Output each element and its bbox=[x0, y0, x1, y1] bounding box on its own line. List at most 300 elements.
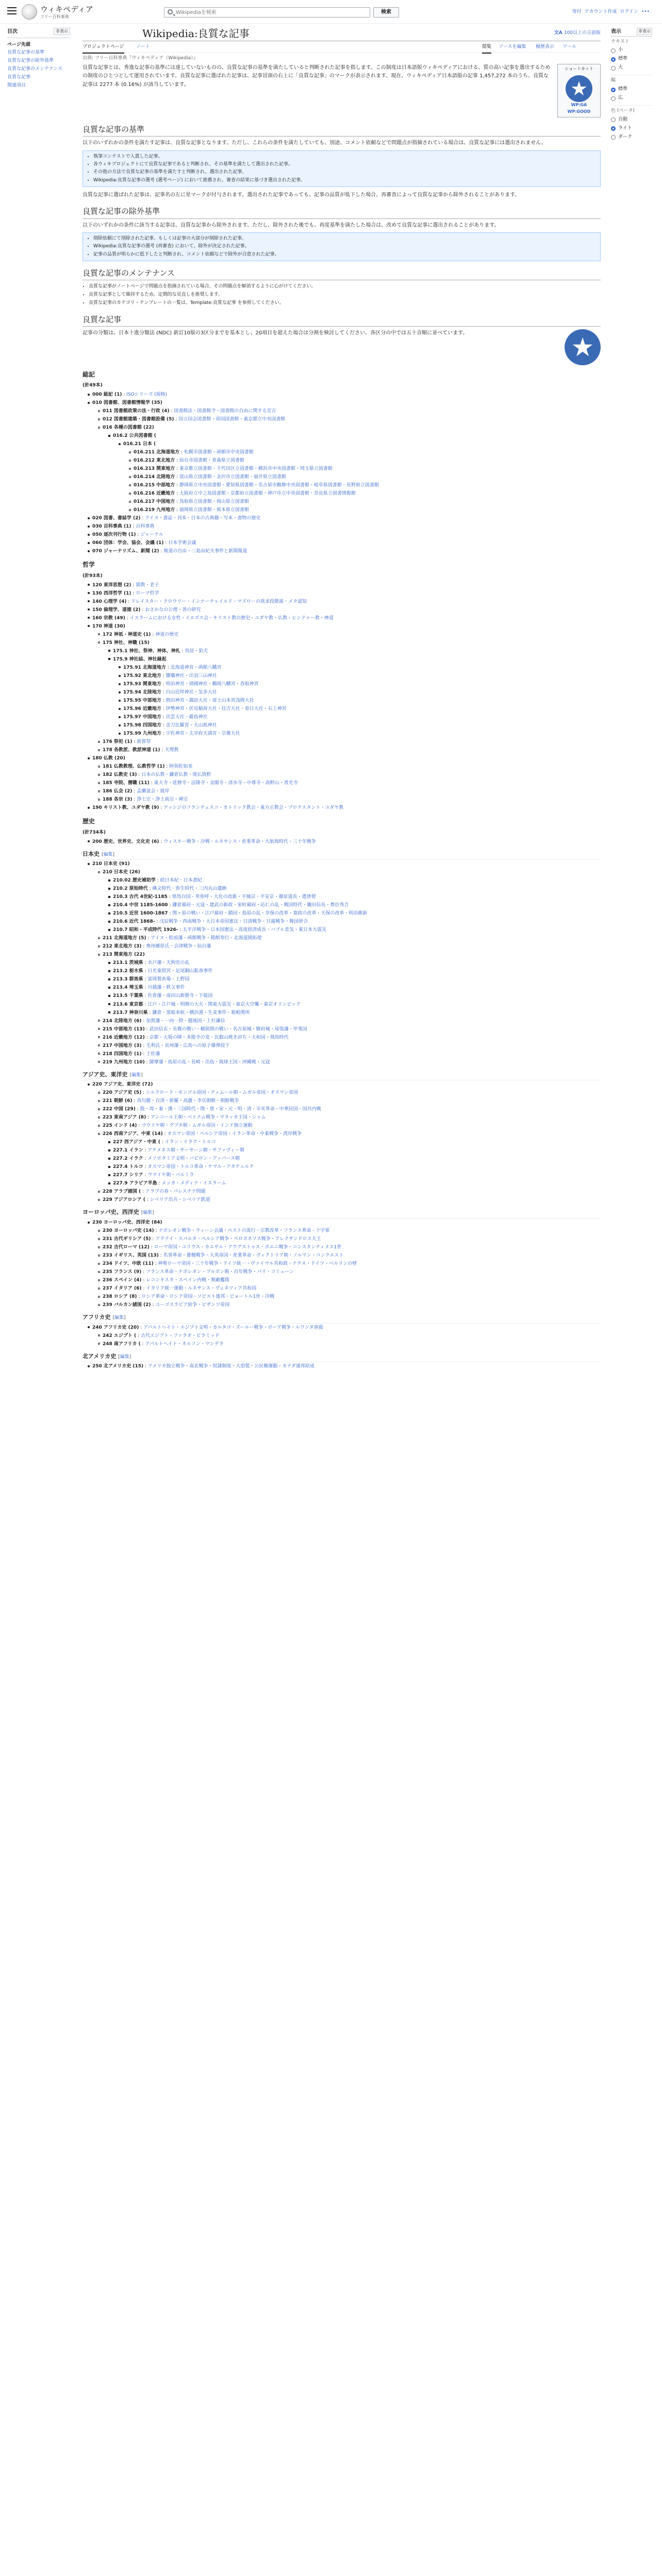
outline-articles[interactable]: 新嘗祭 bbox=[137, 739, 151, 745]
outline-code: 227.1 イラン bbox=[113, 1148, 143, 1154]
personal-tools bbox=[569, 9, 650, 16]
site-sub: 出典: フリー百科事典『ウィキペディア（Wikipedia）』 bbox=[82, 56, 198, 61]
outline-articles[interactable]: 邪馬台国・卑弥呼・大化の改新・平城京・平安京・藤原道長・遣唐使 bbox=[172, 894, 316, 900]
outline-row: 050 逐次刊行物 (1) : ジャーナル bbox=[82, 531, 598, 539]
category-count: (計734本) bbox=[82, 829, 106, 835]
outline-articles[interactable]: ユーゴスラビア紛争・ビザンツ帝国 bbox=[155, 1302, 230, 1308]
bullet-icon bbox=[88, 402, 90, 404]
outline-code: 217 中国地方 (3) bbox=[103, 1043, 142, 1048]
appearance-hide-button[interactable]: 非表示 bbox=[637, 28, 652, 35]
outline-articles[interactable]: アラブの春・パレスチナ問題 bbox=[145, 1189, 206, 1195]
outline-code: 242 エジプト ( bbox=[103, 1333, 137, 1338]
outline-articles[interactable]: 縄文時代・弥生時代・三内丸山遺跡 bbox=[152, 886, 227, 892]
outline-row: 213.7 神奈川県 : 鎌倉・黒船来航・横浜港・生麦事件・箱根関所 bbox=[82, 1009, 598, 1017]
outline-row: 235 フランス (9) : フランス革命・ナポレオン・ブルボン朝・百年戦争・パリ・コミューン bbox=[82, 1268, 598, 1276]
outline-articles[interactable]: ロシア革命・ロシア帝国・ソビエト連邦・ピョートル1世・冷戦 bbox=[141, 1294, 275, 1300]
outline-articles[interactable]: 国立国会図書館・帝国図書館・東京都立中央図書館 bbox=[178, 417, 286, 422]
outline-articles[interactable]: 日本学術会議 bbox=[168, 540, 196, 546]
edit-link[interactable]: [ 編集 ] bbox=[118, 1354, 131, 1360]
color-option-1[interactable] bbox=[611, 125, 652, 132]
outline-code: 010 図書館、図書館情報学 (35) bbox=[92, 400, 162, 406]
section-maintenance: 良質な記事のメンテナンス bbox=[82, 267, 601, 280]
subsection-heading bbox=[82, 849, 601, 860]
subsection-heading bbox=[82, 1207, 601, 1218]
outline-articles[interactable]: オスマン帝国・ペルシア帝国・イラン革命・中東戦争・湾岸戦争 bbox=[167, 1131, 302, 1137]
bullet-icon bbox=[88, 863, 90, 865]
language-button[interactable]: 文A 100以上の言語版 bbox=[554, 30, 601, 37]
text-size-option-1[interactable] bbox=[611, 56, 652, 63]
outline-articles[interactable]: 続日本紀・日本書紀 bbox=[160, 878, 202, 884]
outline-articles[interactable]: ローマ哲学 bbox=[136, 590, 159, 596]
bullet-icon bbox=[88, 600, 90, 602]
width-option-0[interactable] bbox=[611, 86, 652, 93]
outline-row: 175.94 北陸地方 : 白山比咩神社・気多大社 bbox=[82, 688, 598, 697]
page-tabs bbox=[82, 41, 601, 53]
bullet-icon bbox=[98, 427, 100, 429]
outline-code: 213.7 神奈川県 bbox=[113, 1010, 148, 1015]
search-input[interactable] bbox=[176, 9, 367, 16]
outline-articles[interactable]: 東京都立図書館・千代田区立図書館・横浜市中央図書館・埼玉県立図書館 bbox=[179, 466, 333, 472]
bullet-icon bbox=[108, 1158, 110, 1160]
outline-code: 231 古代ギリシア (5) bbox=[103, 1236, 151, 1242]
text-size-radio-1[interactable] bbox=[611, 57, 616, 62]
outline-articles[interactable]: 札幌市図書館・函館市中央図書館 bbox=[184, 450, 254, 455]
outline-code: 175.94 北陸地方 bbox=[123, 690, 161, 696]
outline-code: 210.4 中世 1185-1600 bbox=[113, 903, 168, 908]
outline-articles[interactable]: 太平洋戦争・日本国憲法・高度経済成長・バブル景気・東日本大震災 bbox=[183, 927, 326, 933]
outline-code: 170 神道 (30) bbox=[92, 623, 125, 629]
outline-articles[interactable]: 富岡製糸場・上野国 bbox=[147, 977, 190, 982]
outline-row: 227.2 イラク : メソポタミア文明・バビロン・アッバース朝 bbox=[82, 1155, 598, 1163]
bullet-icon bbox=[88, 625, 90, 627]
outline-articles[interactable]: アッシジのフランチェスコ・カトリック教会・東方正教会・プロテスタント・ユダヤ教 bbox=[163, 805, 344, 811]
outline-articles[interactable]: 阿弥陀如来 bbox=[169, 764, 193, 770]
toc-item-5[interactable]: 関連項目 bbox=[7, 83, 26, 89]
width-radio-1[interactable] bbox=[611, 96, 616, 101]
text-size-option-0[interactable] bbox=[611, 47, 652, 54]
outline-row: 030 百科事典 (1) : 百科事典 bbox=[82, 522, 598, 531]
outline-code: 226 西南アジア、中東 (14) bbox=[103, 1131, 163, 1137]
outline-articles[interactable]: アイヌ・書誌・刊本・日本の古典籍・写本・書物の歴史 bbox=[145, 516, 261, 521]
outline-articles[interactable]: 戊辰戦争・西南戦争・大日本帝国憲法・日清戦争・日露戦争・韓国併合 bbox=[159, 919, 308, 925]
outline-code: 016.211 北海道地方 bbox=[134, 450, 180, 455]
toc-item-1[interactable]: 良質な記事の基準 bbox=[7, 50, 45, 56]
outline-code: 210.02 歴史補助学 bbox=[113, 878, 156, 884]
bullet-icon bbox=[98, 418, 100, 420]
outline-articles[interactable]: 伊勢神宮・伏見稲荷大社・住吉大社・春日大社・石上神宮 bbox=[166, 706, 287, 712]
view-tab-2[interactable]: 履歴表示 bbox=[536, 44, 555, 49]
outline-articles[interactable]: 薩摩藩・島原の乱・長崎・出島・琉球王国・沖縄戦・元寇 bbox=[149, 1059, 270, 1065]
top-link-1[interactable]: アカウント作成 bbox=[584, 9, 617, 14]
bullet-icon bbox=[108, 1149, 110, 1151]
bullet-icon bbox=[88, 517, 90, 519]
outline-code: 016.2 公共図書館 ( bbox=[113, 433, 156, 439]
outline-articles[interactable]: 名誉革命・薔薇戦争・大英帝国・産業革命・ヴィクトリア朝・ノルマン・コンクエスト bbox=[163, 1253, 344, 1259]
bullet-icon bbox=[88, 617, 90, 619]
outline-code: 225 インド (4) bbox=[103, 1123, 137, 1129]
outline-code: 210.5 近世 1600-1867 bbox=[113, 911, 168, 917]
category-heading: 哲学 bbox=[82, 561, 95, 569]
color-radio-2[interactable] bbox=[611, 135, 616, 140]
bullet-icon bbox=[98, 633, 100, 635]
outline-code: 016.214 北陸地方 bbox=[134, 474, 175, 480]
outline-articles[interactable]: 大阪府立中之島図書館・京都府立図書館・神戸市立中央図書館・奈良県立図書情報館 bbox=[179, 491, 356, 497]
edit-link[interactable]: [ 編集 ] bbox=[141, 1210, 154, 1215]
shortcut-links[interactable]: WP:GA WP:GOOD bbox=[567, 103, 591, 114]
outline-articles[interactable]: アレイスター・クロウリー・インナーチャイルド・マズローの欲求段階説・メタ認知 bbox=[131, 599, 307, 604]
outline-code: 250 北アメリカ史 (15) bbox=[92, 1364, 144, 1369]
outline-row bbox=[82, 868, 598, 876]
outline-articles[interactable]: 静岡県立中央図書館・愛知県図書館・名古屋市鶴舞中央図書館・岐阜県図書館・長野県立図書館 bbox=[179, 483, 379, 488]
outline-code: 160 宗教 (49) bbox=[92, 615, 125, 621]
outline-row: 227.9 アラビア半島 : メッカ・メディナ・イスラーム bbox=[82, 1179, 598, 1188]
outline-row bbox=[82, 423, 598, 432]
outline-articles[interactable]: 福岡県立図書館・熊本県立図書館 bbox=[179, 507, 249, 513]
outline-articles[interactable]: オスマン帝国・トルコ革命・ケマル・アタテュルク bbox=[147, 1164, 254, 1170]
outline-code: 223 東南アジア (8) bbox=[103, 1115, 146, 1121]
bullet-icon bbox=[108, 888, 110, 890]
outline-row: 160 宗教 (49) : イスラームにおける女性・イエズス会・キリスト教の歴史・ユダヤ教・仏教・ヒンドゥー教・神道 bbox=[82, 614, 598, 622]
outline-articles[interactable]: 殷・周・秦・漢・三国時代・隋・唐・宋・元・明・清・辛亥革命・中華民国・国共内戦 bbox=[140, 1107, 321, 1112]
text-size-label: テキスト bbox=[611, 39, 630, 44]
color-option-0[interactable] bbox=[611, 116, 652, 124]
view-tab-3[interactable]: ツール bbox=[562, 44, 576, 49]
edit-link[interactable]: [ 編集 ] bbox=[112, 1315, 125, 1320]
outline-row: 250 北アメリカ史 (15) : アメリカ独立戦争・南北戦争・奴隷制度・大恐慌・公民権運動・カナダ連邦結成 bbox=[82, 1362, 598, 1370]
outline-row bbox=[82, 440, 598, 448]
criteria-note-0: • 執筆コンテストで入賞した記事。 bbox=[93, 153, 596, 161]
outline-articles[interactable]: 富山県立図書館・金沢市立図書館・福井県立図書館 bbox=[179, 474, 286, 480]
outline-articles[interactable]: 武田信玄・長篠の戦い・桶狭間の戦い・名古屋城・駿府城・尾張藩・甲斐国 bbox=[149, 1026, 307, 1032]
outline-row: 016.217 中国地方 : 鳥取県立図書館・岡山県立図書館 bbox=[82, 498, 598, 506]
bullet-icon bbox=[98, 1028, 100, 1030]
outline-code: 172 神祇・神道史 (1) bbox=[103, 632, 151, 637]
outline-articles[interactable]: 出雲大社・厳島神社 bbox=[166, 715, 208, 720]
bullet-icon bbox=[88, 840, 90, 842]
outline-articles[interactable]: 鎌倉・黒船来航・横浜港・生麦事件・箱根関所 bbox=[152, 1010, 250, 1015]
wordmark[interactable]: ウィキペディア bbox=[40, 5, 93, 14]
color-radio-1[interactable] bbox=[611, 126, 616, 131]
outline-articles[interactable]: 江戸・江戸城・明暦の大火・関東大震災・東京大空襲・東京オリンピック bbox=[147, 1002, 301, 1007]
bullet-icon bbox=[98, 1044, 100, 1046]
outline-articles[interactable]: メッカ・メディナ・イスラーム bbox=[161, 1181, 226, 1187]
outline-articles[interactable]: ISOシリーズ (規格) bbox=[126, 392, 168, 398]
outline-row: 210.4 中世 1185-1600 : 鎌倉幕府・元寇・建武の新政・室町幕府・応仁の乱・戦国時代・織田信長・豊臣秀吉 bbox=[82, 901, 598, 909]
outline-articles[interactable]: アメリカ独立戦争・南北戦争・奴隷制度・大恐慌・公民権運動・カナダ連邦結成 bbox=[147, 1364, 315, 1369]
outline-articles[interactable]: 京都・大坂の陣・本能寺の変・比叡山焼き討ち・大和国・飛鳥時代 bbox=[149, 1035, 289, 1040]
outline-articles[interactable]: 鳥取県立図書館・岡山県立図書館 bbox=[179, 499, 249, 505]
bullet-icon bbox=[98, 1296, 100, 1298]
bullet-icon bbox=[108, 929, 110, 931]
tab-1[interactable]: ノート bbox=[136, 44, 150, 49]
width-radio-0[interactable] bbox=[611, 88, 616, 92]
outline-articles[interactable]: ウィスキー戦争・冷戦・ルネサンス・産業革命・大航海時代・三十年戦争 bbox=[163, 839, 316, 844]
bullet-icon bbox=[98, 1061, 100, 1063]
outline-row: 016.211 北海道地方 : 札幌市図書館・函館市中央図書館 bbox=[82, 448, 598, 456]
outline-code: 011 図書館政策の法・行政 (4) bbox=[103, 409, 170, 414]
outline-articles[interactable]: ローマ帝国・ユリウス・カエサル・アウグストゥス・ポエニ戦争・コンスタンティヌス1世 bbox=[154, 1245, 342, 1250]
tab-0[interactable]: プロジェクトページ bbox=[82, 44, 124, 54]
top-link-2[interactable]: ログイン bbox=[620, 9, 639, 14]
outline-articles[interactable]: 神道の歴史 bbox=[155, 632, 179, 637]
outline-row: 213.4 埼玉県 : 川越藩・秩父事件 bbox=[82, 984, 598, 992]
outline-row: 150 倫理学、道徳 (2) : おさかなの公理・善の研究 bbox=[82, 606, 598, 614]
text-size-radio-2[interactable] bbox=[611, 66, 616, 71]
outline-code: 016 各種の図書館 (22) bbox=[103, 425, 154, 431]
outline-articles[interactable]: 毛利氏・長州藩・広島への原子爆弾投下 bbox=[146, 1043, 230, 1048]
toc-title: 目次 bbox=[7, 29, 18, 35]
bullet-icon bbox=[88, 534, 90, 536]
outline-articles[interactable]: 佐倉藩・成田山新勝寺・下総国 bbox=[147, 993, 213, 999]
bullet-icon bbox=[129, 484, 131, 486]
outline-articles[interactable]: 熱田神宮・諏訪大社・富士山本宮浅間大社 bbox=[166, 698, 254, 704]
outline-articles[interactable]: 高句麗・百済・新羅・高麗・李氏朝鮮・朝鮮戦争 bbox=[137, 1098, 239, 1104]
outline-articles[interactable]: イスラームにおける女性・イエズス会・キリスト教の歴史・ユダヤ教・仏教・ヒンドゥー教・神道 bbox=[129, 615, 334, 621]
bullet-icon bbox=[108, 658, 110, 660]
toc-item-4[interactable]: 良質な記事 bbox=[7, 75, 31, 80]
bullet-icon bbox=[98, 766, 100, 768]
outline-code: 130 西洋哲学 (1) bbox=[92, 590, 131, 596]
outline-articles[interactable]: アパルトヘイト・ネルソン・マンデラ bbox=[145, 1341, 224, 1347]
outline-code: 213.6 東京都 bbox=[113, 1002, 143, 1007]
outline-articles[interactable]: 百科事典 bbox=[136, 524, 155, 530]
text-size-radio-0[interactable] bbox=[611, 48, 616, 53]
outline-articles[interactable]: イラン・イラク・トルコ bbox=[164, 1140, 216, 1145]
bullet-icon bbox=[88, 757, 90, 759]
outline-articles[interactable]: アテナイ・スパルタ・ペルシア戦争・ペロポネソス戦争・アレクサンドロス大王 bbox=[155, 1236, 321, 1242]
outline-articles[interactable]: 図書館法・図書館令・図書館の自由に関する宣言 bbox=[174, 409, 276, 414]
toc-item-3[interactable]: 良質な記事のメンテナンス bbox=[7, 66, 63, 72]
page-title: Wikipedia:良質な記事 bbox=[142, 27, 250, 40]
outline-articles[interactable]: アパルトヘイト・エジプト文明・カルタゴ・ズールー戦争・ボーア戦争・ルワンダ虐殺 bbox=[143, 1325, 323, 1330]
search-icon bbox=[168, 9, 173, 14]
outline-articles[interactable]: イタリア統一運動・ルネサンス・ヴェネツィア共和国 bbox=[146, 1286, 257, 1292]
outline-code: 188 各宗 (3) bbox=[103, 797, 133, 803]
outline-articles[interactable]: 奥州藤原氏・会津戦争・仙台藩 bbox=[146, 944, 211, 950]
outline-articles[interactable]: 北海道神宮・函館八幡宮 bbox=[170, 665, 222, 670]
search-button[interactable]: 検索 bbox=[373, 7, 399, 18]
text-size-option-2[interactable] bbox=[611, 64, 652, 72]
outline-articles[interactable]: アケメネス朝・サーサーン朝・サファヴィー朝 bbox=[147, 1148, 244, 1154]
outline-row: 229 アジアロシア ( : シベリア出兵・シベリア鉄道 bbox=[82, 1196, 598, 1204]
outline-articles[interactable]: 関ヶ原の戦い・江戸幕府・鎖国・島原の乱・享保の改革・寛政の改革・天保の改革・明治維新 bbox=[172, 911, 368, 917]
outline-code: 213.3 群馬県 bbox=[113, 977, 143, 982]
toc-header bbox=[7, 28, 70, 38]
bullet-icon bbox=[108, 1174, 110, 1176]
bullet-icon bbox=[119, 700, 121, 702]
category-heading: 総記 bbox=[82, 370, 95, 378]
tagline: フリー百科事典 bbox=[40, 14, 69, 19]
outline-row: 186 仏会 (2) : 盂蘭盆会・彼岸 bbox=[82, 787, 598, 795]
outline-articles[interactable]: 白山比咩神社・気多大社 bbox=[166, 690, 217, 696]
outline-articles[interactable]: 儒教・老子 bbox=[136, 582, 159, 588]
outline-row: 230 ヨーロッパ史 (14) : ナポレオン戦争・ウィーン会議・ペストの流行・宗教改革・フランス革命・十字軍 bbox=[82, 1227, 598, 1235]
outline-articles[interactable]: メソポタミア文明・バビロン・アッバース朝 bbox=[147, 1156, 240, 1162]
category-count: (計93本) bbox=[82, 573, 103, 579]
width-option-1[interactable] bbox=[611, 95, 652, 102]
outline-code: 210 日本史 (26) bbox=[103, 870, 140, 875]
outline-row: 220 アジア史 (5) : シルクロード・モンゴル帝国・ティムール朝・ムガル帝国・オスマン帝国 bbox=[82, 1089, 598, 1097]
view-tab-1[interactable]: ソースを編集 bbox=[499, 44, 526, 49]
outline-articles[interactable]: 東大寺・延暦寺・法隆寺・金閣寺・清水寺・中尊寺・高野山・善光寺 bbox=[154, 781, 298, 786]
outline-articles[interactable]: シベリア出兵・シベリア鉄道 bbox=[150, 1197, 210, 1203]
edit-link[interactable]: [ 編集 ] bbox=[130, 1073, 143, 1078]
outline-code: 229 アジアロシア ( bbox=[103, 1197, 145, 1203]
outline-code: 175.95 中部地方 bbox=[123, 698, 161, 704]
bullet-icon bbox=[129, 509, 131, 511]
outline-articles[interactable]: アンコール王朝・ベトナム戦争・マラッカ王国・シャム bbox=[150, 1115, 266, 1121]
bullet-icon bbox=[108, 1166, 110, 1168]
outline-code: 175.97 中国地方 bbox=[123, 715, 161, 720]
outline-row: 225 インド (4) : マウリヤ朝・グプタ朝・ムガル帝国・インド独立運動 bbox=[82, 1122, 598, 1130]
outline-row: 227.1 イラン : アケメネス朝・サーサーン朝・サファヴィー朝 bbox=[82, 1146, 598, 1155]
outline-row: 185 寺院、僧職 (11) : 東大寺・延暦寺・法隆寺・金閣寺・清水寺・中尊寺・高野山・善光寺 bbox=[82, 779, 598, 787]
bullet-icon bbox=[119, 666, 121, 668]
outline-row: 232 古代ローマ (12) : ローマ帝国・ユリウス・カエサル・アウグストゥス・ポエニ戦争・コンスタンティヌス1世 bbox=[82, 1243, 598, 1251]
outline-articles[interactable]: 浄土宗・浄土真宗・禅宗 bbox=[137, 797, 188, 803]
wikipedia-logo[interactable] bbox=[22, 4, 37, 20]
outline-articles[interactable]: 金刀比羅宮・大山祇神社 bbox=[166, 723, 217, 728]
outline-code: 182 仏教史 (3) bbox=[103, 772, 137, 778]
section-exclusion: 良質な記事の除外基準 bbox=[82, 206, 601, 218]
outline-row: 175.93 関東地方 : 明治神宮・靖國神社・鶴岡八幡宮・香取神宮 bbox=[82, 680, 598, 688]
outline-articles[interactable]: アイヌ・松前藩・函館戦争・箱館奉行・北海道開拓使 bbox=[151, 936, 262, 941]
outline-row: 016.216 近畿地方 : 大阪府立中之島図書館・京都府立図書館・神戸市立中央図書館・奈良県立図書情報館 bbox=[82, 489, 598, 498]
outline-articles[interactable]: 鹽竈神社・出羽三山神社 bbox=[166, 673, 217, 679]
bullet-icon bbox=[108, 962, 110, 964]
outline-articles[interactable]: おさかなの公理・善の研究 bbox=[145, 607, 201, 613]
outline-articles[interactable]: 神聖ローマ帝国・三十年戦争・ドイツ統一・ヴァイマル共和政・ナチス・ドイツ・ベルリンの壁 bbox=[158, 1261, 357, 1267]
outline-articles[interactable]: 明治神宮・靖國神社・鶴岡八幡宮・香取神宮 bbox=[166, 682, 259, 687]
outline-row: 227.4 トルコ : オスマン帝国・トルコ革命・ケマル・アタテュルク bbox=[82, 1163, 598, 1171]
section-good-articles: 良質な記事 bbox=[82, 314, 601, 327]
bullet-icon bbox=[108, 987, 110, 989]
outline-row: 016.215 中部地方 : 静岡県立中央図書館・愛知県図書館・名古屋市鶴舞中央図書館・岐阜県図書館・長野県立図書館 bbox=[82, 481, 598, 489]
outline-row: 233 イギリス、英国 (13) : 名誉革命・薔薇戦争・大英帝国・産業革命・ヴィクトリア朝・ノルマン・コンクエスト bbox=[82, 1251, 598, 1260]
outline-code: 175.93 関東地方 bbox=[123, 682, 161, 687]
outline-code: 238 ロシア (8) bbox=[103, 1294, 137, 1300]
outline-code: 200 歴史、世界史、文化史 (6) bbox=[92, 839, 159, 844]
outline-row: 236 スペイン (4) : レコンキスタ・スペイン内戦・無敵艦隊 bbox=[82, 1276, 598, 1284]
color-radio-0[interactable] bbox=[611, 117, 616, 122]
edit-link[interactable]: [ 編集 ] bbox=[102, 852, 114, 857]
outline-row: 240 アフリカ史 (20) : アパルトヘイト・エジプト文明・カルタゴ・ズールー戦争・ボーア戦争・ルワンダ虐殺 bbox=[82, 1324, 598, 1332]
outline-code: 016.216 近畿地方 bbox=[134, 491, 175, 497]
outline-code: 120 東洋思想 (2) bbox=[92, 582, 131, 588]
bullet-icon bbox=[108, 1141, 110, 1143]
outline-code: 248 南アフリカ ( bbox=[103, 1341, 141, 1347]
outline-articles[interactable]: 日本の仏教・鎌倉仏教・廃仏毀釈 bbox=[141, 772, 211, 778]
outline-articles[interactable]: 鳥居・狛犬 bbox=[185, 648, 208, 654]
outline-code: 218 四国地方 (1) bbox=[103, 1051, 142, 1057]
outline-code: 012 図書館建築・図書館設備 (5) bbox=[103, 417, 174, 422]
search-box[interactable] bbox=[164, 7, 370, 18]
bullet-icon bbox=[98, 1246, 100, 1248]
width-option-label: 広 bbox=[618, 95, 623, 101]
outline-code: 175 神社、神職 (15) bbox=[103, 640, 150, 646]
outline-articles[interactable]: 水戸藩・天狗党の乱 bbox=[147, 960, 190, 966]
outline-articles[interactable]: ジャーナル bbox=[140, 532, 163, 538]
outline-articles[interactable]: 加賀藩・一向一揆・越後国・上杉謙信 bbox=[146, 1018, 225, 1024]
bullet-icon bbox=[88, 608, 90, 611]
outline-code: 175.91 北海道地方 bbox=[123, 665, 166, 670]
outline-articles[interactable]: ウマイヤ朝・パルミラ bbox=[147, 1173, 194, 1178]
section-criteria: 良質な記事の基準 bbox=[82, 124, 601, 137]
outline-code: 239 バルカン諸国 (2) bbox=[103, 1302, 151, 1308]
outline-code: 211 北海道地方 (5) bbox=[103, 936, 146, 941]
outline-row: 120 東洋思想 (2) : 儒教・老子 bbox=[82, 581, 598, 589]
outline-row: 222 中国 (29) : 殷・周・秦・漢・三国時代・隋・唐・宋・元・明・清・辛亥革命・中華民国・国共内戦 bbox=[82, 1105, 598, 1113]
outline-row bbox=[82, 860, 598, 868]
color-label: 色 (ベータ) bbox=[611, 108, 635, 114]
outline-articles[interactable]: 仙台市図書館・青森県立図書館 bbox=[179, 458, 244, 464]
outline-row bbox=[82, 639, 598, 647]
color-option-label: ダーク bbox=[618, 134, 633, 140]
bullet-icon bbox=[119, 675, 121, 677]
outline-articles[interactable]: レコンキスタ・スペイン内戦・無敵艦隊 bbox=[146, 1278, 230, 1283]
outline-articles[interactable]: 鎌倉幕府・元寇・建武の新政・室町幕府・応仁の乱・戦国時代・織田信長・豊臣秀吉 bbox=[172, 903, 349, 908]
outline-code: 230 ヨーロッパ史、西洋史 (84) bbox=[92, 1220, 162, 1226]
bullet-icon bbox=[98, 1020, 100, 1022]
outline-code: 237 イタリア (6) bbox=[103, 1286, 142, 1292]
outline-articles[interactable]: シルクロード・モンゴル帝国・ティムール朝・ムガル帝国・オスマン帝国 bbox=[145, 1090, 298, 1096]
outline-code: 228 アラブ諸国 ( bbox=[103, 1189, 141, 1195]
outline-code: 150 倫理学、道徳 (2) bbox=[92, 607, 141, 613]
outline-row: 213.3 群馬県 : 富岡製糸場・上野国 bbox=[82, 975, 598, 984]
criteria-note-2: • その他の方法で良質な記事の基準を満たすと判断され、選出された記事。 bbox=[93, 168, 596, 176]
outline-code: 185 寺院、僧職 (11) bbox=[103, 781, 150, 786]
bullet-icon bbox=[98, 1238, 100, 1240]
outline-code: 210 日本史 (91) bbox=[92, 861, 130, 867]
outline-code: 176 祭祀 (1) bbox=[103, 739, 133, 745]
top-link-0[interactable]: 寄付 bbox=[572, 9, 582, 14]
outline-articles[interactable]: フランス革命・ナポレオン・ブルボン朝・百年戦争・パリ・コミューン bbox=[146, 1269, 294, 1275]
outline-code: 186 仏会 (2) bbox=[103, 789, 133, 794]
outline-articles[interactable]: 土佐藩 bbox=[146, 1051, 160, 1057]
outline-articles[interactable]: 盂蘭盆会・彼岸 bbox=[137, 789, 170, 794]
bullet-icon bbox=[98, 774, 100, 776]
appearance-title bbox=[611, 28, 652, 37]
outline-articles[interactable]: 日光東照宮・足尾銅山鉱毒事件 bbox=[147, 969, 213, 974]
outline-articles[interactable]: 宇佐神宮・太宰府天満宮・宗像大社 bbox=[166, 731, 240, 737]
outline-articles[interactable]: 古代エジプト・ファラオ・ピラミッド bbox=[140, 1333, 220, 1338]
outline-articles[interactable]: 天理教 bbox=[164, 748, 179, 753]
outline-articles[interactable]: マウリヤ朝・グプタ朝・ムガル帝国・インド独立運動 bbox=[141, 1123, 253, 1129]
outline-row bbox=[82, 655, 598, 664]
outline-articles[interactable]: ナポレオン戦争・ウィーン会議・ペストの流行・宗教改革・フランス革命・十字軍 bbox=[158, 1228, 330, 1234]
toc-item-2[interactable]: 良質な記事の除外基準 bbox=[7, 58, 54, 64]
color-option-2[interactable] bbox=[611, 134, 652, 141]
bullet-icon bbox=[119, 691, 121, 693]
outline-articles[interactable]: 川越藩・秩父事件 bbox=[147, 985, 185, 991]
top-link-3[interactable]: ••• bbox=[641, 9, 650, 14]
outline-row: 234 ドイツ、中欧 (11) : 神聖ローマ帝国・三十年戦争・ドイツ統一・ヴァイマル共和政・ナチス・ドイツ・ベルリンの壁 bbox=[82, 1260, 598, 1268]
view-tab-0[interactable]: 閲覧 bbox=[482, 44, 491, 54]
outline-row: 237 イタリア (6) : イタリア統一運動・ルネサンス・ヴェネツィア共和国 bbox=[82, 1284, 598, 1293]
toc-item-0[interactable]: ページ先頭 bbox=[7, 42, 30, 47]
outline-articles[interactable]: 報道の自由・三島由紀夫事件と新聞報道 bbox=[163, 549, 247, 554]
category-count: (計49本) bbox=[82, 383, 103, 388]
bullet-icon bbox=[98, 871, 100, 873]
bullet-icon bbox=[129, 476, 131, 478]
outline-code: 234 ドイツ、中欧 (11) bbox=[103, 1261, 154, 1267]
outline-row: 000 総記 (1) : ISOシリーズ (規格) bbox=[82, 391, 598, 399]
outline-row bbox=[82, 622, 598, 631]
main-menu-icon[interactable] bbox=[7, 7, 16, 14]
toc-hide-button[interactable]: 非表示 bbox=[54, 28, 70, 35]
outline-code: 213 関東地方 (22) bbox=[103, 952, 145, 958]
color-option-label: ライト bbox=[618, 125, 632, 131]
